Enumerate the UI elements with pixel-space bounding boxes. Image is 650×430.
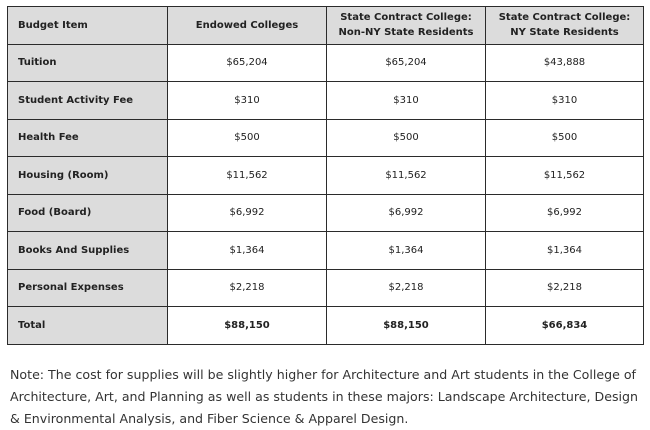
cell-non-ny: $1,364 — [327, 232, 486, 270]
cell-non-ny: $500 — [327, 119, 486, 157]
row-label: Food (Board) — [8, 194, 168, 232]
budget-table — [7, 6, 644, 345]
row-label: Personal Expenses — [8, 269, 168, 307]
cell-ny: $500 — [486, 119, 644, 157]
total-row — [8, 307, 644, 345]
cell-non-ny: $65,204 — [327, 44, 486, 82]
header-budget-item: Budget Item — [8, 7, 168, 45]
row-label: Tuition — [8, 44, 168, 82]
cell-endowed: $2,218 — [168, 269, 327, 307]
row-label: Books And Supplies — [8, 232, 168, 270]
table-row — [8, 119, 644, 157]
cell-ny: $66,834 — [486, 307, 644, 345]
cell-non-ny: $310 — [327, 82, 486, 120]
table-row — [8, 232, 644, 270]
cell-ny: $43,888 — [486, 44, 644, 82]
table-row — [8, 194, 644, 232]
cell-endowed: $65,204 — [168, 44, 327, 82]
cell-endowed: $88,150 — [168, 307, 327, 345]
header-row — [8, 7, 644, 45]
table-row — [8, 82, 644, 120]
cell-ny: $310 — [486, 82, 644, 120]
row-label: Total — [8, 307, 168, 345]
cell-non-ny: $88,150 — [327, 307, 486, 345]
table-row — [8, 157, 644, 195]
table-row — [8, 269, 644, 307]
header-endowed-colleges: Endowed Colleges — [168, 7, 327, 45]
cell-ny: $2,218 — [486, 269, 644, 307]
cell-endowed: $1,364 — [168, 232, 327, 270]
cell-non-ny: $6,992 — [327, 194, 486, 232]
row-label: Housing (Room) — [8, 157, 168, 195]
cell-ny: $11,562 — [486, 157, 644, 195]
cell-non-ny: $2,218 — [327, 269, 486, 307]
cell-endowed: $310 — [168, 82, 327, 120]
header-state-contract-ny: State Contract College: NY State Residents — [486, 7, 644, 45]
cell-non-ny: $11,562 — [327, 157, 486, 195]
cell-endowed: $6,992 — [168, 194, 327, 232]
footnote: Note: The cost for supplies will be slightly higher for Architecture and Art students in the College of Architecture, Art, and Planning as well as students in these majors: Landscape Architecture, Design & Environmental Analysis, and Fiber Science & Apparel Design. — [10, 367, 638, 426]
cell-ny: $6,992 — [486, 194, 644, 232]
cell-endowed: $500 — [168, 119, 327, 157]
cell-ny: $1,364 — [486, 232, 644, 270]
row-label: Student Activity Fee — [8, 82, 168, 120]
header-state-contract-non-ny: State Contract College: Non-NY State Residents — [327, 7, 486, 45]
table-row — [8, 44, 644, 82]
cell-endowed: $11,562 — [168, 157, 327, 195]
row-label: Health Fee — [8, 119, 168, 157]
